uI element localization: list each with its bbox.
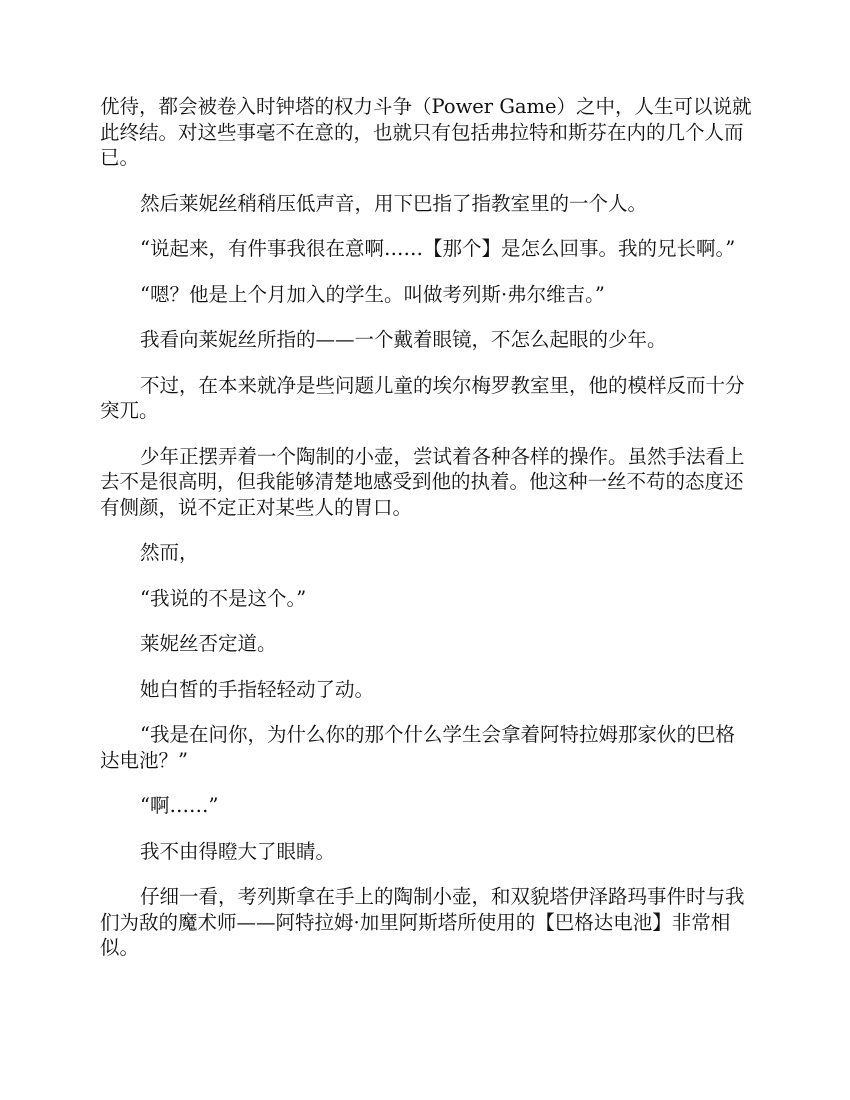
paragraph: “嗯？他是上个月加入的学生。叫做考列斯·弗尔维吉。” [140, 282, 605, 306]
paragraph: “我是在问你，为什么你的那个什么学生会拿着阿特拉姆那家伙的巴格达电池？” [100, 723, 735, 772]
paragraph: 她白皙的手指轻轻动了动。 [140, 677, 375, 701]
paragraph: 仔细一看，考列斯拿在手上的陶制小壶，和双貌塔伊泽路玛事件时与我们为敌的魔术师——阿特拉姆·加里阿斯塔所使用的【巴格达电池】非常相似。 [100, 885, 745, 959]
paragraph: “我说的不是这个。” [140, 586, 307, 610]
paragraph: 我看向莱妮丝所指的——一个戴着眼镜，不怎么起眼的少年。 [140, 328, 667, 351]
paragraph: 少年正摆弄着一个陶制的小壶，尝试着各种各样的操作。虽然手法看上去不是很高明，但我能够清楚地感受到他的执着。他这种一丝不苟的态度还有侧颜，说不定正对某些人的胃口。 [100, 444, 745, 519]
paragraph: 然而， [140, 541, 199, 564]
paragraph: “说起来，有件事我很在意啊……【那个】是怎么回事。我的兄长啊。” [140, 237, 736, 260]
paragraph: 优待，都会被卷入时钟塔的权力斗争（Power Game）之中，人生可以说就此终结。对这些事毫不在意的，也就只有包括弗拉特和斯芬在内的几个人而已。 [100, 95, 752, 169]
paragraph: 然后莱妮丝稍稍压低声音，用下巴指了指教室里的一个人。 [140, 191, 648, 215]
paragraph: 不过，在本来就净是些问题儿童的埃尔梅罗教室里，他的模样反而十分突兀。 [100, 373, 745, 422]
paragraph: 我不由得瞪大了眼睛。 [140, 839, 336, 863]
document-page [100, 94, 752, 981]
paragraph: 莱妮丝否定道。 [140, 632, 277, 655]
paragraph: “啊……” [140, 794, 219, 817]
